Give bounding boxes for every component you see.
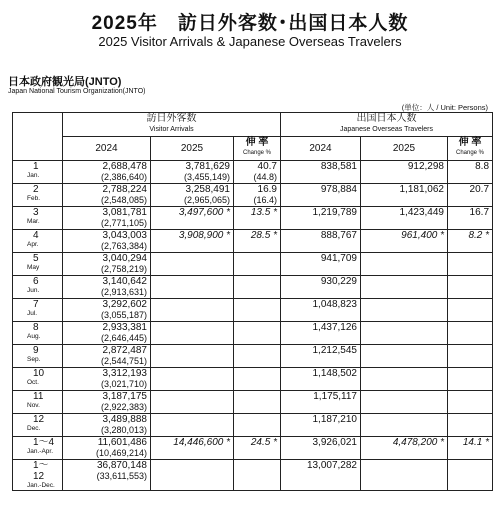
month-cell xyxy=(13,460,63,491)
travelers-2024-cell: 978,884 xyxy=(281,184,361,207)
travelers-change-cell xyxy=(448,345,493,368)
arrivals-2025-cell xyxy=(151,345,234,368)
arrivals-2024-value: 3,081,781 xyxy=(102,207,147,218)
arrivals-2025-cell xyxy=(151,207,234,230)
arrivals-2025-value: 3,258,491 xyxy=(185,184,230,195)
travelers-header-en: Japanese Overseas Travelers xyxy=(340,126,433,133)
table-row xyxy=(13,368,493,391)
arrivals-2025-value: 3,781,629 xyxy=(185,161,230,172)
arrivals-change-value: 28.5 * xyxy=(250,230,277,241)
table-row xyxy=(13,299,493,322)
table-row xyxy=(13,345,493,368)
month-abbr: Jan. xyxy=(27,172,40,179)
arrivals-2024-cell xyxy=(63,322,151,345)
month-header-cell xyxy=(13,113,63,161)
arrivals-change-cell xyxy=(234,276,281,299)
arrivals-header-en: Visitor Arrivals xyxy=(149,126,194,133)
month-number: 4 xyxy=(33,230,39,241)
arrivals-2025-header: 2025 xyxy=(151,137,234,161)
travelers-change-cell: 16.7 xyxy=(448,207,493,230)
arrivals-change-cell xyxy=(234,391,281,414)
arrivals-2024-paren: (2,771,105) xyxy=(100,218,147,228)
arrivals-header-ja: 訪日外客数 xyxy=(146,113,197,124)
arrivals-2025-cell xyxy=(151,184,234,207)
travelers-2025-cell xyxy=(361,368,448,391)
travelers-2025-cell xyxy=(361,460,448,491)
arrivals-2024-value: 2,872,487 xyxy=(102,345,147,356)
month-abbr: Jun. xyxy=(27,287,40,294)
arrivals-2024-paren: (2,544,751) xyxy=(100,356,147,366)
org-name-ja: 日本政府観光局(JNTO) xyxy=(8,76,122,88)
arrivals-2025-cell xyxy=(151,437,234,460)
travelers-change-cell: 8.2 * xyxy=(448,230,493,253)
arrivals-2024-value: 3,140,642 xyxy=(102,276,147,287)
arrivals-2024-paren: (2,758,219) xyxy=(100,264,147,274)
table-row xyxy=(13,230,493,253)
arrivals-change-cell xyxy=(234,230,281,253)
month-abbr: Sep. xyxy=(27,356,41,363)
month-abbr: Nov. xyxy=(27,402,40,409)
arrivals-2025-cell xyxy=(151,391,234,414)
travelers-2025-cell xyxy=(361,253,448,276)
month-number: 1～4 xyxy=(33,437,55,448)
travelers-2025-cell xyxy=(361,391,448,414)
arrivals-2024-cell xyxy=(63,391,151,414)
arrivals-change-cell xyxy=(234,414,281,437)
arrivals-change-cell xyxy=(234,253,281,276)
month-number: 3 xyxy=(33,207,39,218)
page-title: 2025年 訪日外客数･出国日本人数 xyxy=(91,13,409,34)
month-abbr: Jan.-Dec. xyxy=(27,482,55,489)
travelers-header xyxy=(281,113,493,137)
arrivals-2024-value: 3,043,003 xyxy=(102,230,147,241)
arrivals-2025-cell xyxy=(151,230,234,253)
month-number: 8 xyxy=(33,322,39,333)
travelers-2025-cell xyxy=(361,299,448,322)
travelers-change-cell: 8.8 xyxy=(448,161,493,184)
arrivals-2024-paren: (3,055,187) xyxy=(100,310,147,320)
table-row xyxy=(13,184,493,207)
stats-table xyxy=(12,112,493,491)
page-subtitle: 2025 Visitor Arrivals & Japanese Overseas Travelers xyxy=(98,34,402,49)
travelers-change-cell xyxy=(448,368,493,391)
table-row xyxy=(13,437,493,460)
travelers-2024-cell: 3,926,021 xyxy=(281,437,361,460)
month-number: 6 xyxy=(33,276,39,287)
arrivals-2024-cell xyxy=(63,207,151,230)
arrivals-2024-cell xyxy=(63,414,151,437)
travelers-change-cell: 14.1 * xyxy=(448,437,493,460)
month-number: 12 xyxy=(33,414,45,425)
arrivals-2024-value: 3,312,193 xyxy=(102,368,147,379)
header-row-2 xyxy=(13,137,493,161)
travelers-2025-cell: 961,400 * xyxy=(361,230,448,253)
month-cell xyxy=(13,161,63,184)
month-cell xyxy=(13,368,63,391)
arrivals-change-paren: (16.4) xyxy=(253,195,277,205)
arrivals-2024-value: 36,870,148 xyxy=(96,460,147,471)
month-cell xyxy=(13,184,63,207)
month-cell xyxy=(13,322,63,345)
arrivals-2025-value: 3,497,600 * xyxy=(178,207,230,218)
arrivals-change-cell xyxy=(234,161,281,184)
arrivals-2024-value: 3,040,294 xyxy=(102,253,147,264)
month-number: 1 xyxy=(33,161,39,172)
arrivals-change-en: Change % xyxy=(242,150,272,156)
arrivals-2024-cell xyxy=(63,460,151,491)
month-abbr: May xyxy=(27,264,40,271)
table-row xyxy=(13,460,493,491)
arrivals-2025-cell xyxy=(151,276,234,299)
travelers-2024-cell: 1,437,126 xyxy=(281,322,361,345)
arrivals-2024-cell xyxy=(63,253,151,276)
arrivals-2025-value: 3,908,900 * xyxy=(178,230,230,241)
arrivals-change-cell xyxy=(234,437,281,460)
arrivals-2024-value: 3,187,175 xyxy=(102,391,147,402)
arrivals-2024-cell xyxy=(63,161,151,184)
arrivals-change-header xyxy=(234,137,281,161)
travelers-change-cell xyxy=(448,322,493,345)
arrivals-header xyxy=(63,113,281,137)
table-row xyxy=(13,253,493,276)
travelers-change-cell xyxy=(448,460,493,491)
month-cell xyxy=(13,230,63,253)
travelers-change-cell xyxy=(448,391,493,414)
arrivals-change-ja: 伸 率 xyxy=(245,137,269,148)
travelers-2024-cell: 1,048,823 xyxy=(281,299,361,322)
travelers-2024-cell: 1,148,502 xyxy=(281,368,361,391)
travelers-2024-cell: 930,229 xyxy=(281,276,361,299)
arrivals-change-value: 40.7 xyxy=(257,161,277,172)
arrivals-2025-cell xyxy=(151,253,234,276)
arrivals-2025-paren: (3,455,149) xyxy=(183,172,230,182)
arrivals-change-paren: (44.8) xyxy=(253,172,277,182)
month-number: 2 xyxy=(33,184,39,195)
arrivals-2025-paren: (2,965,065) xyxy=(183,195,230,205)
month-abbr: Jan.-Apr. xyxy=(27,448,54,455)
header-row-1 xyxy=(13,113,493,137)
arrivals-2024-value: 2,788,224 xyxy=(102,184,147,195)
month-cell xyxy=(13,345,63,368)
month-number: 5 xyxy=(33,253,39,264)
month-cell xyxy=(13,276,63,299)
arrivals-2024-cell xyxy=(63,345,151,368)
table-row xyxy=(13,276,493,299)
arrivals-2025-cell xyxy=(151,460,234,491)
month-number: 11 xyxy=(33,391,44,402)
travelers-2025-cell: 1,181,062 xyxy=(361,184,448,207)
arrivals-change-cell xyxy=(234,460,281,491)
travelers-header-ja: 出国日本人数 xyxy=(356,113,417,124)
arrivals-2024-paren: (2,386,640) xyxy=(100,172,147,182)
arrivals-2024-cell xyxy=(63,276,151,299)
arrivals-2024-cell xyxy=(63,230,151,253)
arrivals-2025-cell xyxy=(151,414,234,437)
arrivals-change-cell xyxy=(234,207,281,230)
travelers-change-en: Change % xyxy=(455,150,485,156)
arrivals-2024-paren: (2,922,383) xyxy=(100,402,147,412)
arrivals-2024-paren: (2,913,631) xyxy=(100,287,147,297)
travelers-change-cell xyxy=(448,299,493,322)
org-name-en: Japan National Tourism Organization(JNTO) xyxy=(8,88,146,95)
travelers-2025-cell xyxy=(361,345,448,368)
travelers-2024-cell: 13,007,282 xyxy=(281,460,361,491)
travelers-change-cell xyxy=(448,414,493,437)
travelers-2025-cell xyxy=(361,322,448,345)
month-number: 7 xyxy=(33,299,39,310)
arrivals-2024-paren: (2,646,445) xyxy=(100,333,147,343)
table-row xyxy=(13,161,493,184)
month-cell xyxy=(13,299,63,322)
travelers-2024-header: 2024 xyxy=(281,137,361,161)
arrivals-2024-cell xyxy=(63,184,151,207)
travelers-2024-cell: 1,219,789 xyxy=(281,207,361,230)
month-number: 1～12 xyxy=(33,460,49,482)
month-cell xyxy=(13,414,63,437)
month-number: 9 xyxy=(33,345,39,356)
arrivals-change-value: 13.5 * xyxy=(250,207,277,218)
travelers-2025-cell: 1,423,449 xyxy=(361,207,448,230)
arrivals-2024-header: 2024 xyxy=(63,137,151,161)
arrivals-change-cell xyxy=(234,322,281,345)
month-abbr: Aug. xyxy=(27,333,41,340)
travelers-2024-cell: 1,175,117 xyxy=(281,391,361,414)
month-abbr: Jul. xyxy=(27,310,38,317)
travelers-change-cell: 20.7 xyxy=(448,184,493,207)
travelers-2024-cell: 838,581 xyxy=(281,161,361,184)
month-abbr: Dec. xyxy=(27,425,41,432)
table-row xyxy=(13,414,493,437)
arrivals-2024-paren: (2,548,085) xyxy=(100,195,147,205)
arrivals-2024-paren: (33,611,553) xyxy=(96,471,147,481)
month-cell xyxy=(13,391,63,414)
travelers-2025-cell: 912,298 xyxy=(361,161,448,184)
arrivals-2024-paren: (2,763,384) xyxy=(100,241,147,251)
month-abbr: Feb. xyxy=(27,195,41,202)
arrivals-2025-cell xyxy=(151,299,234,322)
table-row xyxy=(13,391,493,414)
month-cell xyxy=(13,207,63,230)
arrivals-2025-cell xyxy=(151,161,234,184)
arrivals-2025-cell xyxy=(151,322,234,345)
arrivals-2024-value: 2,933,381 xyxy=(102,322,147,333)
travelers-2025-header: 2025 xyxy=(361,137,448,161)
month-number: 10 xyxy=(33,368,45,379)
month-cell xyxy=(13,437,63,460)
travelers-change-cell xyxy=(448,253,493,276)
arrivals-change-value: 24.5 * xyxy=(250,437,277,448)
travelers-2024-cell: 1,187,210 xyxy=(281,414,361,437)
arrivals-2024-cell xyxy=(63,368,151,391)
travelers-2024-cell: 888,767 xyxy=(281,230,361,253)
travelers-2025-cell: 4,478,200 * xyxy=(361,437,448,460)
unit-label: (単位：人 / Unit: Persons) xyxy=(401,103,488,112)
travelers-change-header xyxy=(448,137,493,161)
arrivals-2024-paren: (3,280,013) xyxy=(100,425,147,435)
arrivals-2025-value: 14,446,600 * xyxy=(173,437,230,448)
travelers-2024-cell: 1,212,545 xyxy=(281,345,361,368)
travelers-2025-cell xyxy=(361,414,448,437)
arrivals-change-cell xyxy=(234,299,281,322)
arrivals-change-cell xyxy=(234,368,281,391)
travelers-2024-cell: 941,709 xyxy=(281,253,361,276)
arrivals-2024-value: 2,688,478 xyxy=(102,161,147,172)
travelers-change-cell xyxy=(448,276,493,299)
arrivals-change-value: 16.9 xyxy=(257,184,277,195)
arrivals-2024-value: 3,292,602 xyxy=(102,299,147,310)
arrivals-change-cell xyxy=(234,345,281,368)
table-row xyxy=(13,322,493,345)
arrivals-change-cell xyxy=(234,184,281,207)
arrivals-2024-value: 11,601,486 xyxy=(97,437,147,448)
month-cell xyxy=(13,253,63,276)
arrivals-2024-cell xyxy=(63,299,151,322)
arrivals-2024-cell xyxy=(63,437,151,460)
month-abbr: Apr. xyxy=(27,241,39,248)
arrivals-2024-paren: (10,469,214) xyxy=(95,448,147,458)
travelers-2025-cell xyxy=(361,276,448,299)
month-abbr: Oct. xyxy=(27,379,39,386)
travelers-change-ja: 伸 率 xyxy=(458,137,482,148)
arrivals-2024-paren: (3,021,710) xyxy=(100,379,147,389)
month-abbr: Mar. xyxy=(27,218,40,225)
table-row xyxy=(13,207,493,230)
arrivals-2024-value: 3,489,888 xyxy=(102,414,147,425)
arrivals-2025-cell xyxy=(151,368,234,391)
